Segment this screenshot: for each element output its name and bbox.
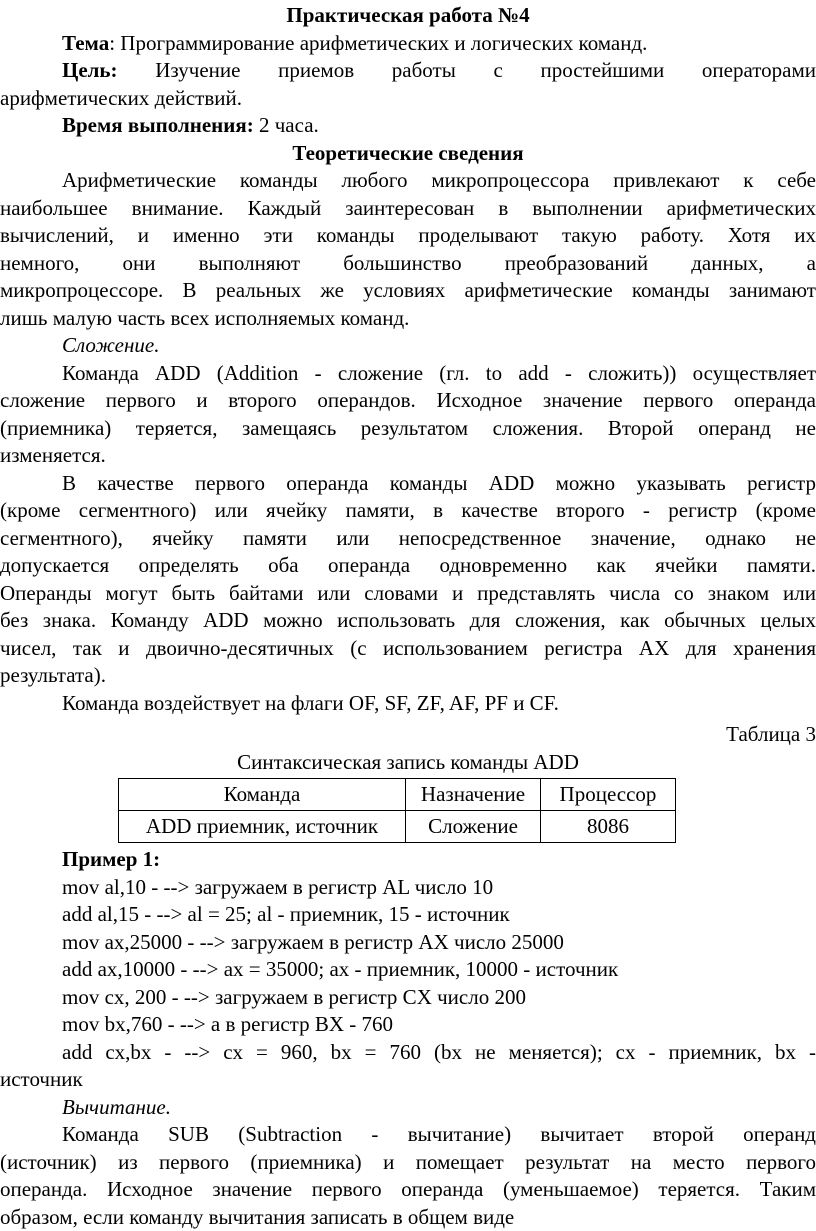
text-line: результата). — [0, 662, 816, 690]
text-line: лишь малую часть всех исполняемых команд. — [0, 305, 816, 333]
text-line: наибольшее внимание. Каждый заинтересован в выполнении арифметических — [0, 195, 816, 223]
text-line: В качестве первого операнда команды ADD можно указывать регистр — [0, 470, 816, 498]
text-line: (приемника) теряется, замещаясь результатом сложения. Второй операнд не — [0, 415, 816, 443]
code-line: mov ax,25000 - --> загружаем в регистр AX число 25000 — [0, 929, 816, 957]
table-caption: Синтаксическая запись команды ADD — [0, 749, 816, 777]
example-code — [0, 874, 816, 1094]
table-label: Таблица 3 — [0, 721, 816, 749]
add-paragraph-1 — [0, 360, 816, 470]
text-line: изменяется. — [0, 442, 816, 470]
goal-line-2: арифметических действий. — [0, 85, 816, 113]
text-line: Арифметические команды любого микропроцессора привлекают к себе — [0, 167, 816, 195]
code-line: add cx,bx - --> cx = 960, bx = 760 (bx не меняется); cx - приемник, bx - — [0, 1039, 816, 1067]
table-cell: Сложение — [406, 811, 541, 843]
table-header-cell: Процессор — [541, 779, 676, 811]
text-line: (источник) из первого (приемника) и помещает результат на место первого — [0, 1149, 816, 1177]
sub-paragraph-1 — [0, 1121, 816, 1231]
code-line: mov al,10 - --> загружаем в регистр AL число 10 — [0, 874, 816, 902]
subtraction-heading: Вычитание. — [0, 1094, 816, 1122]
table-header-cell: Команда — [119, 779, 406, 811]
text-line: чисел, так и двоично-десятичных (с использованием регистра AX для хранения — [0, 635, 816, 663]
text-line: микропроцессоре. В реальных же условиях арифметические команды занимают — [0, 277, 816, 305]
code-line: mov bx,760 - --> а в регистр BX - 760 — [0, 1011, 816, 1039]
theory-heading: Теоретические сведения — [0, 140, 816, 168]
addition-heading: Сложение. — [0, 332, 816, 360]
text-line: допускается определять оба операнда одновременно как ячейки памяти. — [0, 552, 816, 580]
syntax-table — [118, 778, 676, 843]
goal-line-1: Цель: Изучение приемов работы с простейшими операторами — [0, 57, 816, 85]
topic-line: Тема: Программирование арифметических и логических команд. — [0, 30, 816, 58]
flags-line: Команда воздействует на флаги OF, SF, ZF, AF, PF и CF. — [0, 690, 816, 718]
text-line: Команда ADD (Addition - сложение (гл. to add - сложить)) осуществляет — [0, 360, 816, 388]
text-line: операнда. Исходное значение первого операнда (уменьшаемое) теряется. Таким — [0, 1176, 816, 1204]
code-line: mov cx, 200 - --> загружаем в регистр CX число 200 — [0, 984, 816, 1012]
code-line: add al,15 - --> al = 25; al - приемник, 15 - источник — [0, 901, 816, 929]
text-line: сегментного), ячейку памяти или непосредственное значение, однако не — [0, 525, 816, 553]
text-line: без знака. Команду ADD можно использовать для сложения, как обычных целых — [0, 607, 816, 635]
table-row — [119, 811, 676, 843]
table-header-row — [119, 779, 676, 811]
page-title: Практическая работа №4 — [0, 2, 816, 30]
text-line: образом, если команду вычитания записать в общем виде — [0, 1204, 816, 1231]
table-cell: 8086 — [541, 811, 676, 843]
text-line: Команда SUB (Subtraction - вычитание) вычитает второй операнд — [0, 1121, 816, 1149]
theory-paragraph — [0, 167, 816, 332]
table-cell: ADD приемник, источник — [119, 811, 406, 843]
text-line: Операнды могут быть байтами или словами и представлять числа со знаком или — [0, 580, 816, 608]
text-line: немного, они выполняют большинство преобразований данных, а — [0, 250, 816, 278]
add-paragraph-2 — [0, 470, 816, 690]
table-header-cell: Назначение — [406, 779, 541, 811]
code-line: add ax,10000 - --> ax = 35000; ax - приемник, 10000 - источник — [0, 956, 816, 984]
text-line: (кроме сегментного) или ячейку памяти, в качестве второго - регистр (кроме — [0, 497, 816, 525]
example-heading: Пример 1: — [0, 846, 816, 874]
code-line: источник — [0, 1066, 816, 1094]
time-line: Время выполнения: 2 часа. — [0, 112, 816, 140]
text-line: вычислений, и именно эти команды проделывают такую работу. Хотя их — [0, 222, 816, 250]
text-line: сложение первого и второго операндов. Исходное значение первого операнда — [0, 387, 816, 415]
